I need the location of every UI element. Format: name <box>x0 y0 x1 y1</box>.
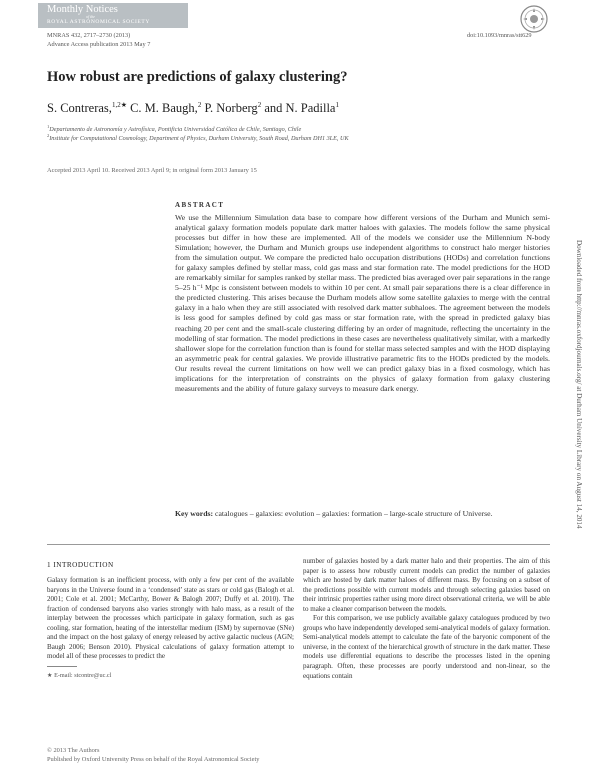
affiliation-text: Institute for Computational Cosmology, Department of Physics, Durham University, South Road, Durham DH1 3LE, UK <box>49 135 349 143</box>
author-sup: 1 <box>335 101 339 109</box>
keywords-text: catalogues – galaxies: evolution – galaxies: formation – large-scale structure of Universe. <box>215 509 493 518</box>
publisher-line: Published by Oxford University Press on behalf of the Royal Astronomical Society <box>47 756 260 763</box>
accepted-dates: Accepted 2013 April 10. Received 2013 April 9; in original form 2013 January 15 <box>47 167 257 174</box>
affiliation <box>47 133 349 142</box>
author-sup: 2 <box>257 101 262 109</box>
section-heading: 1 INTRODUCTION <box>47 561 114 569</box>
column-right <box>303 557 550 681</box>
author-list <box>47 101 339 116</box>
affiliation-num: 2 <box>47 133 50 138</box>
affiliation-text: Departamento de Astronomía y Astrofísica, Pontificia Universidad Católica de Chile, Santiago, Chile <box>49 126 302 134</box>
doi-link[interactable]: doi:10.1093/mnras/stt629 <box>467 32 532 39</box>
logo-line1: Monthly Notices <box>47 4 118 15</box>
paragraph: number of galaxies hosted by a dark matter halo and their properties. The aim of this paper is to assess how robustly current models can predict the number of galaxies which are hosted by dark matter haloes of different mass. By focusing on a subset of the predictions possible with current models and through selecting galaxies based on their intrinsic properties rather using more direct observational criteria, we will be able to make a cleaner comparison between the models. <box>303 557 550 613</box>
author-sup: 1,2★ <box>111 101 127 109</box>
paragraph: For this comparison, we use publicly available galaxy catalogues produced by two groups who have independently developed semi-analytical models of galaxy formation. Semi-analytical models attempt to calculate the fate of the baryonic component of the universe, in the context of the hierarchical growth of structure in the dark matter. These models use differential equations to describe the processes listed in the opening paragraph. Often, these processes are poorly understood and non-linear, so the equations contain <box>303 614 550 680</box>
keywords <box>175 509 550 519</box>
affiliation <box>47 124 301 133</box>
author: S. Contreras, <box>47 101 112 116</box>
abstract-heading: ABSTRACT <box>175 201 225 209</box>
journal-logo <box>38 3 188 28</box>
download-notice-text[interactable]: Downloaded from http://mnras.oxfordjournals.org/ at Durham University Library on August 14, 2014 <box>575 240 583 529</box>
author: P. Norberg <box>204 101 258 116</box>
citation: MNRAS 432, 2717–2730 (2013) <box>47 32 131 39</box>
society-seal-icon <box>519 4 549 34</box>
author: C. M. Baugh, <box>130 101 198 116</box>
author: and N. Padilla <box>264 101 336 116</box>
logo-line3: ROYAL ASTRONOMICAL SOCIETY <box>47 19 150 25</box>
footnote-divider <box>47 666 77 667</box>
download-notice <box>575 240 588 710</box>
keywords-label: Key words: <box>175 509 214 518</box>
copyright: © 2013 The Authors <box>47 747 100 754</box>
paper-title: How robust are predictions of galaxy clustering? <box>47 69 348 85</box>
advance-access: Advance Access publication 2013 May 7 <box>47 41 151 48</box>
divider <box>47 544 550 545</box>
footnote: ★ E-mail: stcontre@uc.cl <box>47 672 112 679</box>
column-left <box>47 576 294 662</box>
author-sup: 2 <box>197 101 202 109</box>
affiliation-num: 1 <box>47 124 50 129</box>
paragraph: Galaxy formation is an inefficient process, with only a few per cent of the available baryons in the Universe found in a ‘condensed’ state as stars or cold gas (Balogh et al. 2001; Cole et al. 2001; McCarthy, Bower & Balogh 2007; Duffy et al. 2010). The fraction of condensed baryons also varies strongly with halo mass, as a result of the interplay between the processes which participate in galaxy formation, such as gas cooling, star formation, heating of the interstellar medium (ISM) by supernovae (SNe) and the impact on the host galaxy of energy released by active galactic nucleus (AGN; Baugh 2006; Benson 2010). Physical calculations of galaxy formation attempt to model all of these processes to predict the <box>47 576 294 661</box>
logo-line2: of the <box>86 14 95 19</box>
abstract-body: We use the Millennium Simulation data base to compare how different versions of the Durham and Munich semi-analytical galaxy formation models populate dark matter haloes with galaxies. The models follow the same physical processes but differ in how these are implemented. All of the models we consider use the Millennium N-body Simulation; however, the Durham and Munich groups use independent algorithms to construct halo merger histories from the simulation output. We compare the predicted halo occupation distributions (HODs) and correlation functions for galaxy samples defined by stellar mass, cold gas mass and star formation rate. The model predictions for the HOD are remarkably similar for samples ranked by stellar mass. The predicted bias averaged over pair separations in the range 5–25 h⁻¹ Mpc is consistent between models to within 10 per cent. At small pair separations there is a clear difference in the predicted clustering. This arises because the Durham models allow some satellite galaxies to merge with the central galaxy in a halo when they are still associated with resolved dark matter subhaloes. The agreement between the models is less good for samples defined by cold gas mass or star formation rate, with the spread in predicted galaxy bias reaching 20 per cent and the small-scale clustering differing by an order of magnitude, reflecting the uncertainty in the modelling of star formation. The model predictions in these cases are nevertheless qualitatively similar, with a markedly shallower slope for the correlation function than is found for stellar mass selected samples and with the HOD displaying an asymmetric peak for central galaxies. We provide illustrative parametric fits to the HODs predicted by the models. Our results reveal the current limitations on how well we can predict galaxy bias in a fixed cosmology, which has implications for the interpretation of constraints on the physics of galaxy formation from galaxy clustering measurements and the ability of future galaxy surveys to measure dark energy. <box>175 213 550 393</box>
